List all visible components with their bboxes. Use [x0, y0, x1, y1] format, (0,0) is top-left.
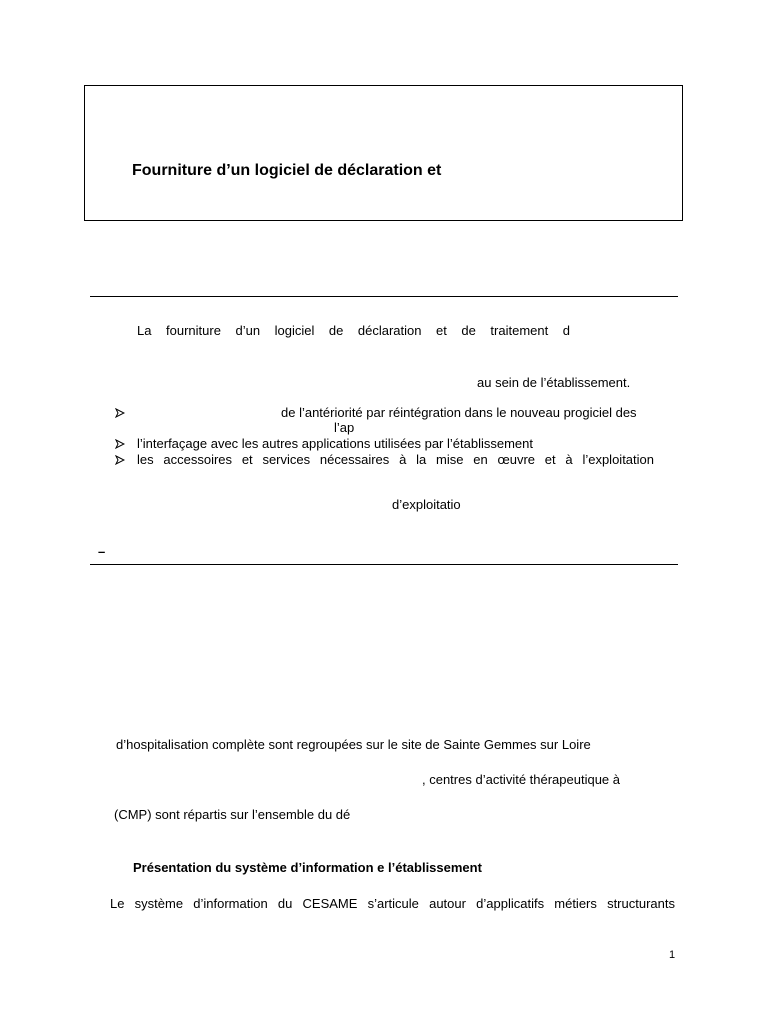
page-number: 1: [669, 949, 676, 961]
arrow-bullet-icon: [115, 439, 125, 449]
intro-line-2: au sein de l’établissement.: [477, 375, 631, 390]
bullet-3-text: les accessoires et services nécessaires à la mise en œuvre et à l’exploitation: [137, 452, 654, 467]
section-heading: Présentation du système d’information e l’établissement: [133, 860, 482, 875]
body-line-2: , centres d’activité thérapeutique à: [422, 772, 621, 787]
document-title: Fourniture d’un logiciel de déclaration et: [132, 162, 442, 179]
title-box: [84, 85, 683, 221]
bullet-1-text: de l’antériorité par réintégration dans le nouveau progiciel des: [281, 405, 637, 420]
arrow-bullet-icon: [115, 455, 125, 465]
dash-marker: –: [98, 544, 106, 559]
bullet-1-continuation: l’ap: [334, 420, 355, 435]
section-paragraph: Le système d’information du CESAME s’articule autour d’applicatifs métiers structurants: [110, 896, 675, 911]
arrow-bullet-icon: [115, 408, 125, 418]
bullet-2-text: l’interfaçage avec les autres applications utilisées par l’établissement: [137, 436, 533, 451]
bottom-rule: [90, 564, 678, 565]
top-rule: [90, 296, 678, 297]
body-line-1: d’hospitalisation complète sont regroupées sur le site de Sainte Gemmes sur Loire: [116, 737, 591, 752]
fragment-exploitation: d’exploitatio: [392, 497, 461, 512]
body-line-3: (CMP) sont répartis sur l’ensemble du dé: [114, 807, 351, 822]
intro-line-1: La fourniture d’un logiciel de déclaration et de traitement d: [137, 323, 570, 338]
